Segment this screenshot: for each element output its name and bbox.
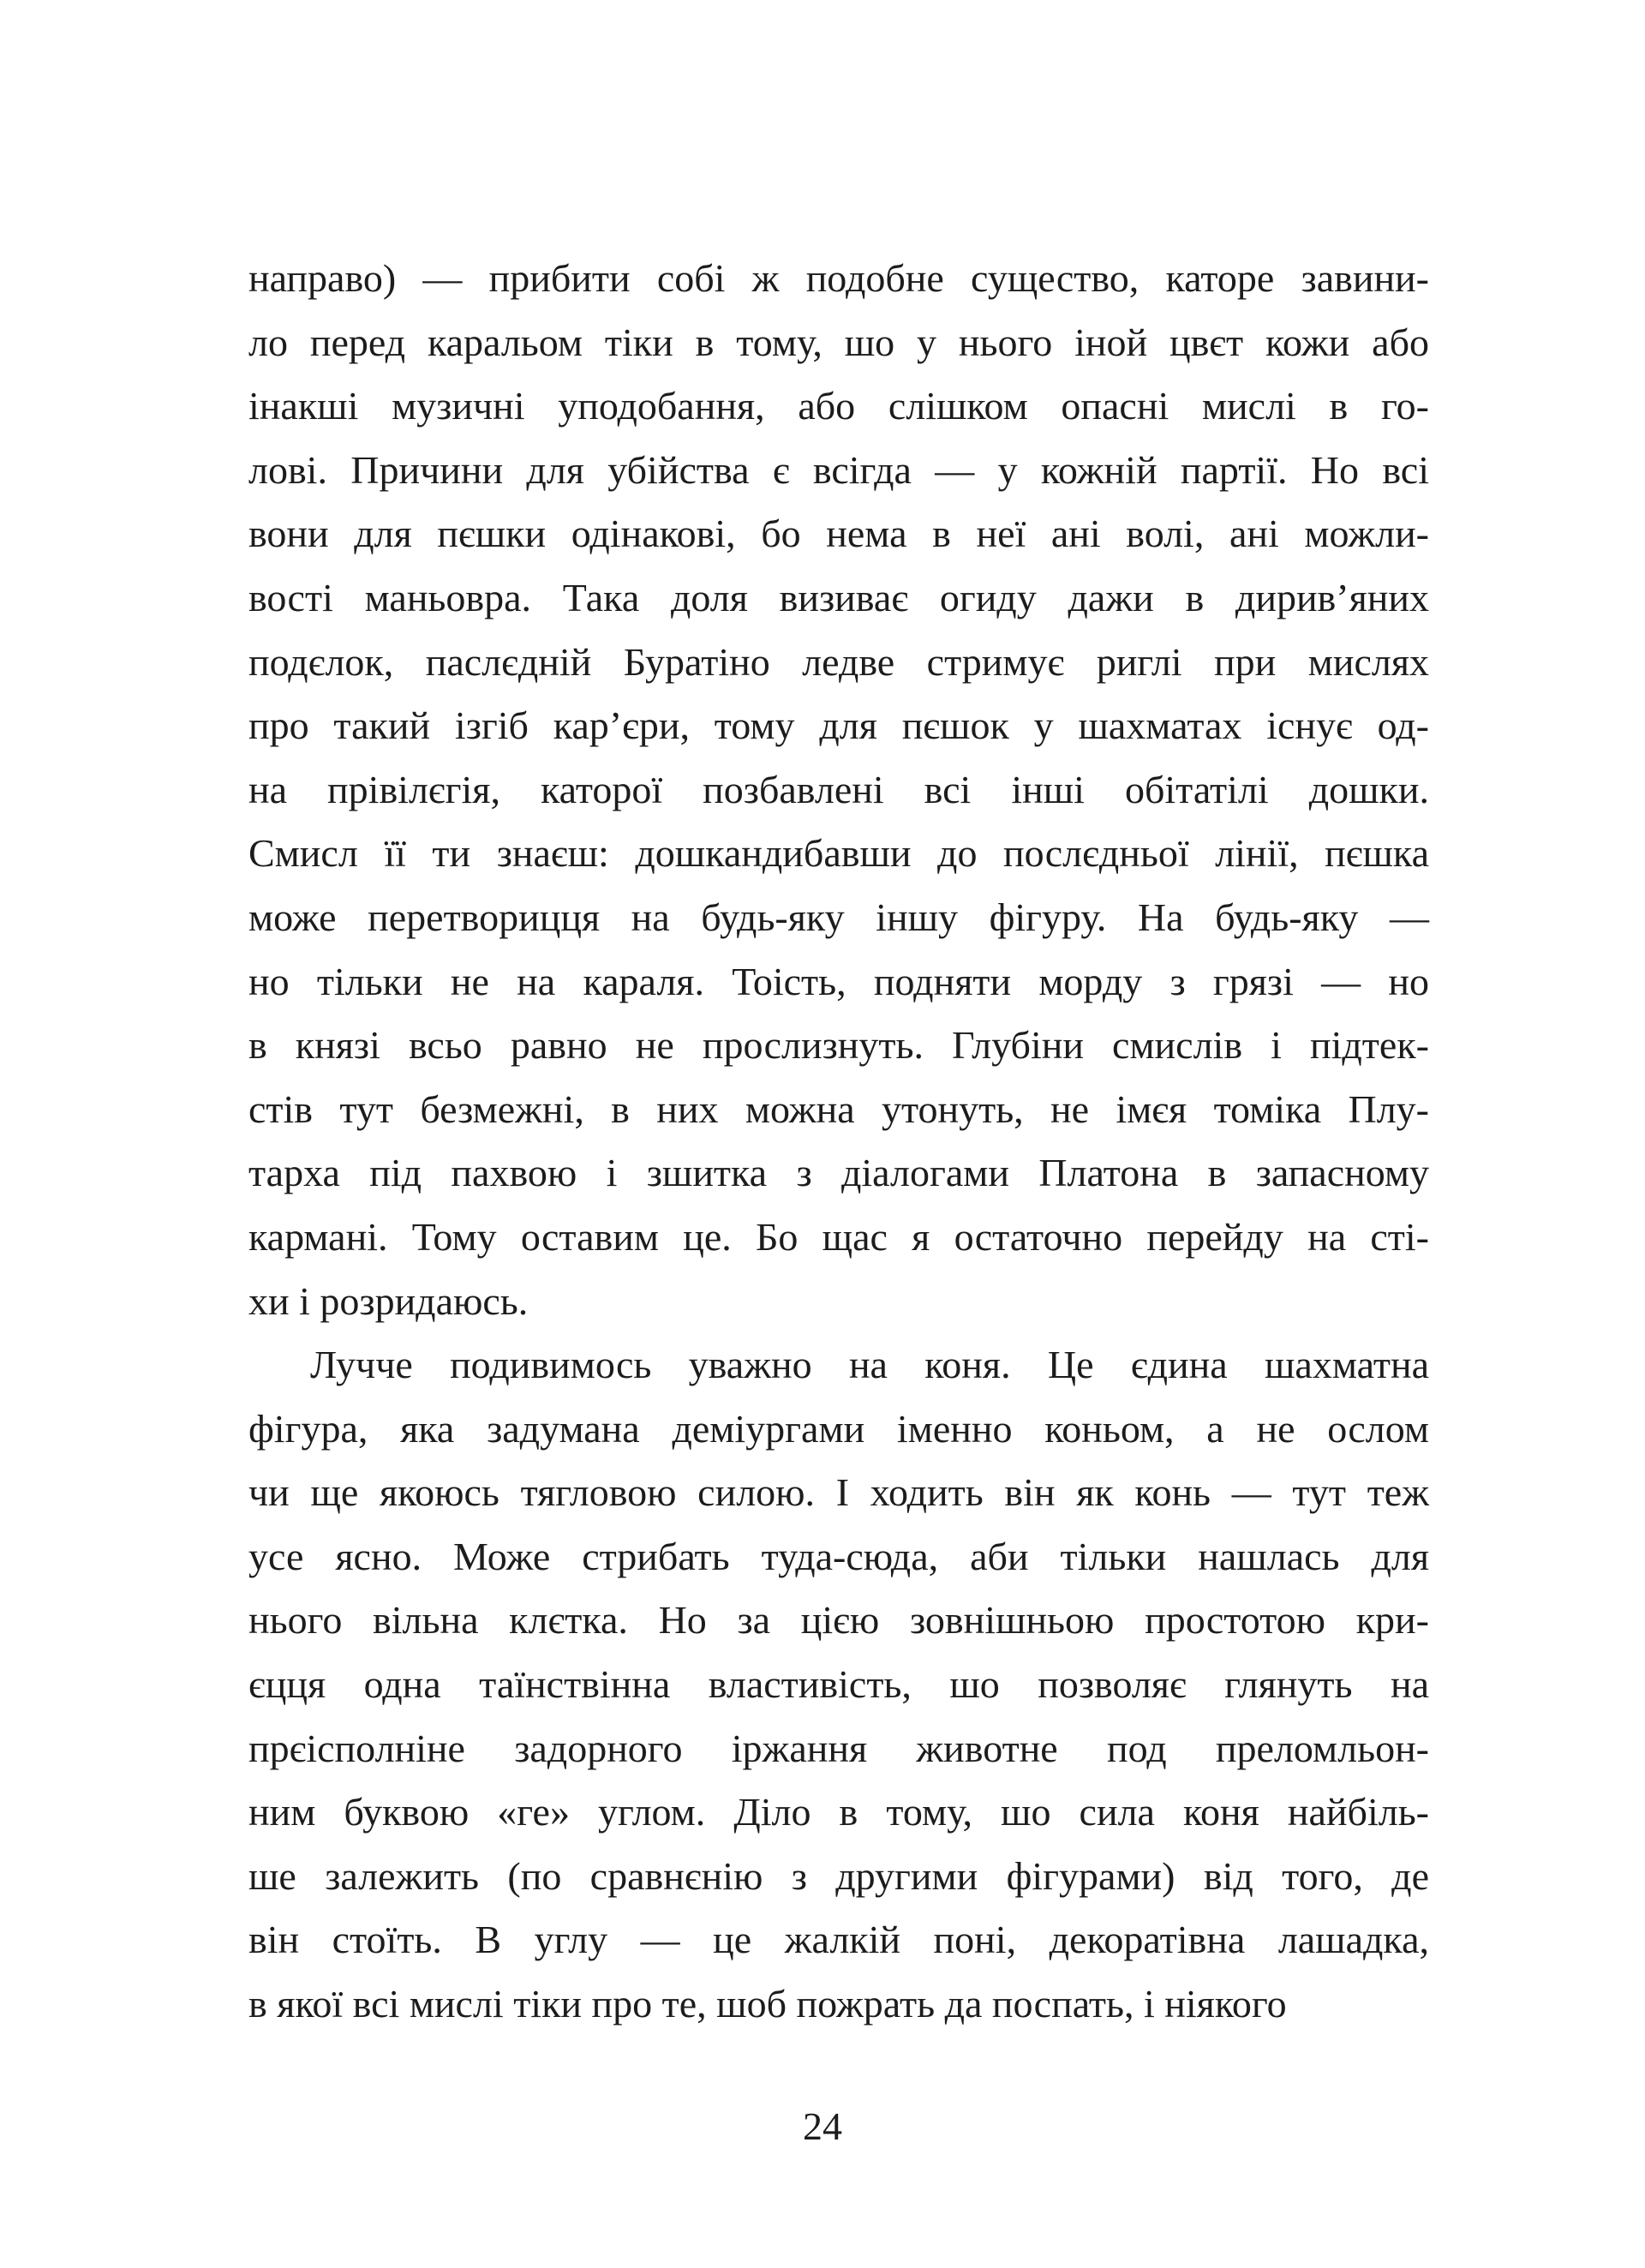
- text-line: усе ясно. Може стрибать туда-сюда, аби тільки нашлась для: [248, 1534, 1429, 1578]
- page-number: 24: [803, 2104, 842, 2148]
- text-line: кармані. Тому оставим це. Бо щас я остаточно перейду на сті-: [248, 1214, 1429, 1259]
- text-line: єцця одна таїнствінна властивість, шо позволяє глянуть на: [248, 1662, 1429, 1707]
- text-line: стів тут безмежні, в них можна утонуть, не імєя томіка Плу-: [248, 1086, 1429, 1131]
- text-line: но тільки не на караля. Тоість, подняти морду з грязі — но: [248, 959, 1429, 1003]
- text-line: ним буквою «ге» углом. Діло в тому, шо сила коня найбіль-: [248, 1790, 1429, 1834]
- text-line: ше залежить (по сравнєнію з другими фігурами) від того, де: [248, 1853, 1429, 1898]
- text-line: прєісполніне задорного іржання животне под преломльон-: [248, 1726, 1429, 1770]
- text-line: ло перед каральом тіки в тому, шо у нього іной цвєт кожи або: [248, 320, 1429, 364]
- text-line: вості маньовра. Така доля визиває огиду дажи в дирив’яних: [248, 575, 1429, 619]
- text-line: вони для пєшки одінакові, бо нема в неї ані волі, ані можли-: [248, 512, 1429, 556]
- text-line: в якої всі мислі тіки про те, шоб пожрать да поспать, і ніякого: [248, 1982, 1287, 2026]
- text-line: нього вільна клєтка. Но за цією зовнішньою простотою кри-: [248, 1598, 1429, 1643]
- text-line: лові. Причини для убійства є всігда — у кожній партії. Но всі: [248, 447, 1429, 492]
- text-line: може перетворицця на будь-яку іншу фігуру. На будь-яку —: [248, 895, 1429, 939]
- text-line: Лучче подивимось уважно на коня. Це єдина шахматна: [310, 1343, 1429, 1387]
- text-line: чи ще якоюсь тягловою силою. І ходить він як конь — тут теж: [248, 1470, 1429, 1515]
- text-line: інакші музичні уподобання, або слішком опасні мислі в го-: [248, 384, 1429, 428]
- text-line: в князі всьо равно не прослизнуть. Глубіни смислів і підтек-: [248, 1023, 1429, 1068]
- text-line: хи і розридаюсь.: [248, 1278, 529, 1323]
- text-line: фігура, яка задумана деміургами іменно коньом, а не ослом: [248, 1406, 1429, 1451]
- text-line: про такий ізгіб кар’єри, тому для пєшок у шахматах існує од-: [248, 703, 1429, 748]
- text-line: направо) — прибити собі ж подобне существо, каторе завини-: [248, 256, 1429, 300]
- text-line: тарха під пахвою і зшитка з діалогами Платона в запасному: [248, 1151, 1429, 1195]
- text-line: Смисл її ти знаєш: дошкандибавши до послєдньої лінії, пєшка: [248, 831, 1429, 876]
- paragraph: [248, 1333, 1429, 2037]
- text-line: на прівілєгія, каторої позбавлені всі інші обітатілі дошки.: [248, 767, 1429, 811]
- page-body-text: [248, 247, 1429, 2037]
- text-line: подєлок, паслєдній Буратіно ледве стримує риглі при мислях: [248, 639, 1429, 684]
- paragraph: [248, 247, 1429, 1333]
- text-line: він стоїть. В углу — це жалкій поні, декоратівна лашадка,: [248, 1918, 1429, 1962]
